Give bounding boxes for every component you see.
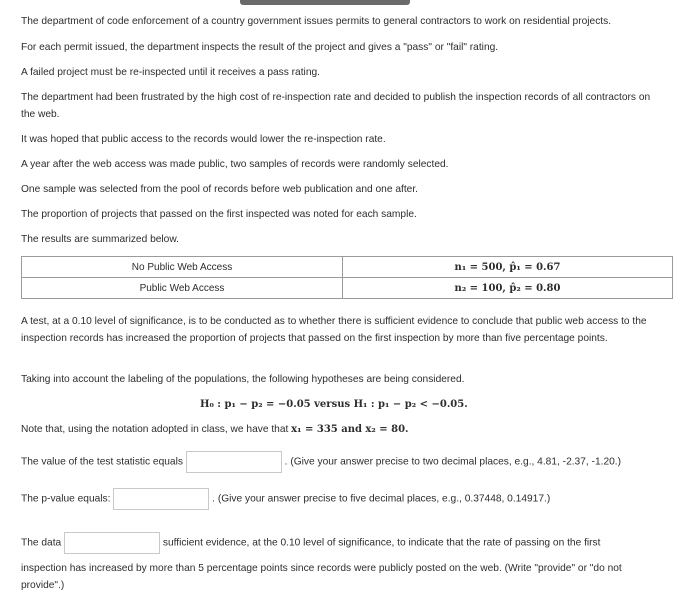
hypotheses-statement: H₀ : p₁ − p₂ = −0.05 versus H₁ : p₁ − p₂ < −0.05. bbox=[200, 399, 468, 410]
results-table bbox=[21, 256, 673, 299]
test-statistic-hint: . (Give your answer precise to two decimal places, e.g., 4.81, -2.37, -1.20.) bbox=[284, 456, 621, 468]
intro-line-6: A year after the web access was made public, two samples of records were randomly selected. bbox=[21, 159, 449, 170]
p-value-hint: . (Give your answer precise to five decimal places, e.g., 0.37448, 0.14917.) bbox=[212, 493, 551, 505]
intro-line-4: The department had been frustrated by the high cost of re-inspection rate and decided to publish the inspection records of all contractors on the web. bbox=[21, 92, 651, 120]
top-scroll-indicator bbox=[240, 0, 410, 5]
test-statistic-prefix: The value of the test statistic equals bbox=[21, 456, 183, 468]
table-row-value: n₁ = 500, p̂₁ = 0.67 bbox=[343, 257, 673, 278]
table-row-value: n₂ = 100, p̂₂ = 0.80 bbox=[343, 278, 673, 299]
intro-line-7: One sample was selected from the pool of records before web publication and one after. bbox=[21, 184, 418, 195]
intro-line-2: For each permit issued, the department inspects the result of the project and gives a "pass" or "fail" rating. bbox=[21, 42, 499, 53]
p-value-input[interactable] bbox=[113, 488, 209, 510]
conclusion-text-line1: sufficient evidence, at the 0.10 level of significance, to indicate that the rate of passing on the first bbox=[162, 537, 601, 549]
table-row-label: Public Web Access bbox=[22, 278, 343, 299]
note-line bbox=[21, 421, 409, 438]
table-row-label: No Public Web Access bbox=[22, 257, 343, 278]
test-statistic-input[interactable] bbox=[186, 451, 282, 473]
test-statistic-question bbox=[21, 451, 621, 473]
intro-line-1: The department of code enforcement of a country government issues permits to general contractors to work on residential projects. bbox=[21, 16, 612, 27]
hypotheses-intro: Taking into account the labeling of the populations, the following hypotheses are being considered. bbox=[21, 374, 465, 385]
intro-line-8: The proportion of projects that passed on the first inspected was noted for each sample. bbox=[21, 209, 417, 220]
conclusion-text-rest: inspection has increased by more than 5 percentage points since records were publicly posted on the web. (Write "provide" or "do not provide".) bbox=[21, 563, 622, 591]
p-value-question bbox=[21, 488, 550, 510]
note-math: x₁ = 335 and x₂ = 80. bbox=[291, 424, 409, 435]
test-description: A test, at a 0.10 level of significance, is to be conducted as to whether there is sufficient evidence to conclude that public web access to the inspection records has increased the proportion of projects that passed on the first inspection by more than five percentage points. bbox=[21, 316, 647, 344]
intro-line-5: It was hoped that public access to the records would lower the re-inspection rate. bbox=[21, 134, 386, 145]
conclusion-prefix: The data bbox=[21, 537, 62, 549]
intro-line-3: A failed project must be re-inspected until it receives a pass rating. bbox=[21, 67, 320, 78]
table-row bbox=[22, 257, 673, 278]
table-row bbox=[22, 278, 673, 299]
conclusion-question bbox=[21, 532, 600, 554]
conclusion-input[interactable] bbox=[64, 532, 160, 554]
p-value-prefix: The p-value equals: bbox=[21, 493, 111, 505]
note-prefix: Note that, using the notation adopted in class, we have that bbox=[21, 424, 289, 435]
intro-line-9: The results are summarized below. bbox=[21, 234, 179, 245]
